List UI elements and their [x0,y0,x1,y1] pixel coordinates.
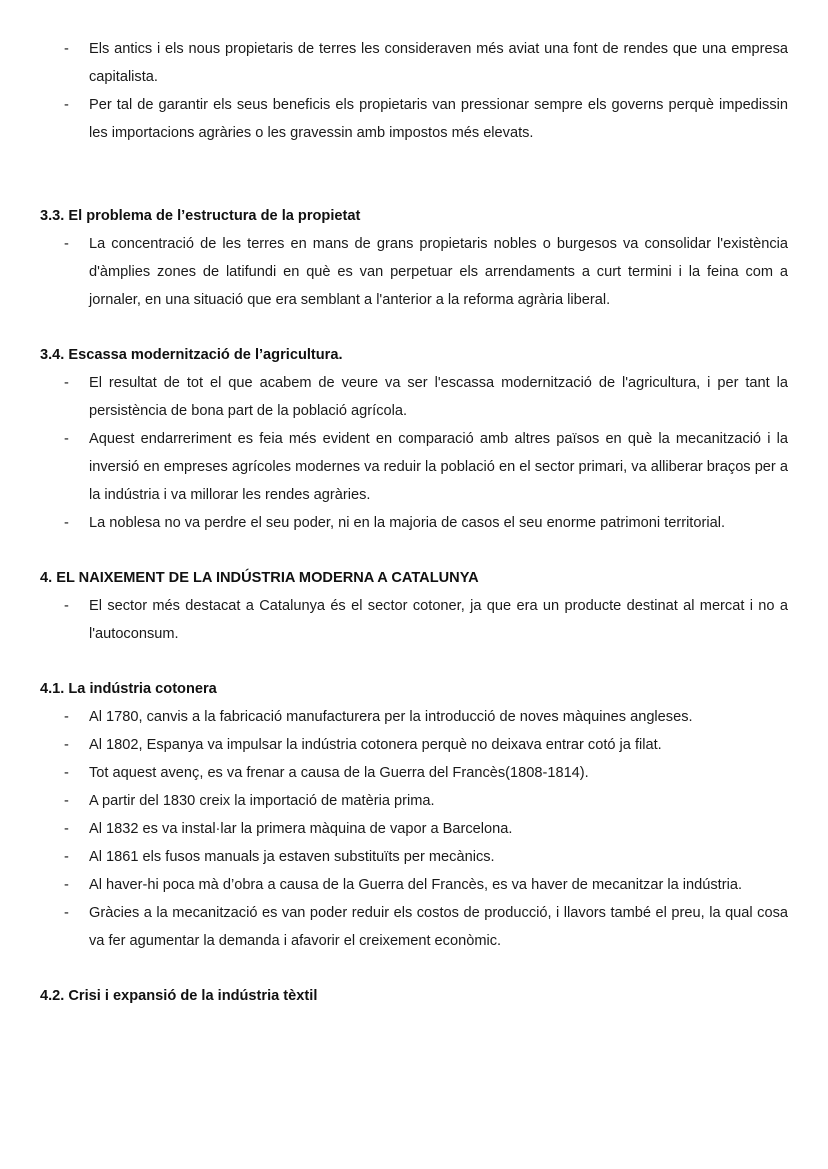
list-item [40,91,788,147]
bullet-list [40,369,788,537]
list-item-text: La noblesa no va perdre el seu poder, ni en la majoria de casos el seu enorme patrimoni territorial. [89,515,725,531]
section-4 [40,564,788,648]
bullet-marker: - [64,849,69,865]
bullet-marker: - [64,737,69,753]
bullet-list [40,35,788,147]
list-item [40,592,788,648]
section-heading: 3.3. El problema de l’estructura de la propietat [40,208,361,224]
bullet-marker: - [64,905,69,921]
list-item [40,899,788,955]
section-heading: 4.2. Crisi i expansió de la indústria tèxtil [40,988,318,1004]
bullet-marker: - [64,821,69,837]
list-item-text: Aquest endarreriment es feia més evident en comparació amb altres països en què la mecanització i la inversió en empreses agrícoles modernes va reduir la població en el sector primari, va alliberar braços per a la indústria i va millorar les rendes agràries. [89,431,788,503]
list-item-text: Tot aquest avenç, es va frenar a causa de la Guerra del Francès(1808-1814). [89,765,589,781]
bullet-list [40,703,788,955]
bullet-marker: - [64,877,69,893]
list-item [40,731,788,759]
list-item-text: El sector més destacat a Catalunya és el sector cotoner, ja que era un producte destinat al mercat i no a l'autoconsum. [89,598,788,642]
list-item [40,369,788,425]
list-item [40,425,788,509]
section-3-4 [40,341,788,537]
bullet-list [40,230,788,314]
section-heading: 4.1. La indústria cotonera [40,681,217,697]
list-item-text: Al 1802, Espanya va impulsar la indústria cotonera perquè no deixava entrar cotó ja filat. [89,737,662,753]
list-item [40,843,788,871]
list-item-text: A partir del 1830 creix la importació de matèria prima. [89,793,435,809]
section-4-2 [40,982,788,1010]
section-3-3 [40,202,788,314]
bullet-marker: - [64,793,69,809]
list-item-text: Els antics i els nous propietaris de terres les consideraven més aviat una font de rendes que una empresa capitalista. [89,41,788,85]
bullet-marker: - [64,97,69,113]
section-4-1 [40,675,788,955]
bullet-marker: - [64,515,69,531]
list-item [40,871,788,899]
bullet-marker: - [64,709,69,725]
list-item-text: Gràcies a la mecanització es van poder reduir els costos de producció, i llavors també el preu, la qual cosa va fer agumentar la demanda i afavorir el creixement econòmic. [89,905,788,949]
bullet-marker: - [64,236,69,252]
list-item-text: Al 1780, canvis a la fabricació manufacturera per la introducció de noves màquines angleses. [89,709,693,725]
list-item [40,230,788,314]
list-item [40,703,788,731]
list-item-text: El resultat de tot el que acabem de veure va ser l'escassa modernització de l'agricultura, i per tant la persistència de bona part de la població agrícola. [89,375,788,419]
bullet-marker: - [64,765,69,781]
list-item-text: Al 1832 es va instal·lar la primera màquina de vapor a Barcelona. [89,821,513,837]
list-item [40,787,788,815]
bullet-marker: - [64,41,69,57]
section-intro [40,35,788,147]
section-heading: 3.4. Escassa modernització de l’agricultura. [40,347,343,363]
bullet-list [40,592,788,648]
list-item-text: La concentració de les terres en mans de grans propietaris nobles o burgesos va consolidar l'existència d'àmplies zones de latifundi en què es van perpetuar els arrendaments a curt termini i la feina com a jornaler, en una situació que era semblant a l'anterior a la reforma agrària liberal. [89,236,788,308]
list-item [40,759,788,787]
list-item [40,815,788,843]
bullet-marker: - [64,431,69,447]
bullet-marker: - [64,375,69,391]
list-item-text: Al haver-hi poca mà d’obra a causa de la Guerra del Francès, es va haver de mecanitzar la indústria. [89,877,742,893]
list-item [40,509,788,537]
list-item-text: Per tal de garantir els seus beneficis els propietaris van pressionar sempre els governs perquè impedissin les importacions agràries o les gravessin amb impostos més elevats. [89,97,788,141]
list-item-text: Al 1861 els fusos manuals ja estaven substituïts per mecànics. [89,849,495,865]
section-heading: 4. EL NAIXEMENT DE LA INDÚSTRIA MODERNA A CATALUNYA [40,570,479,586]
bullet-marker: - [64,598,69,614]
list-item [40,35,788,91]
